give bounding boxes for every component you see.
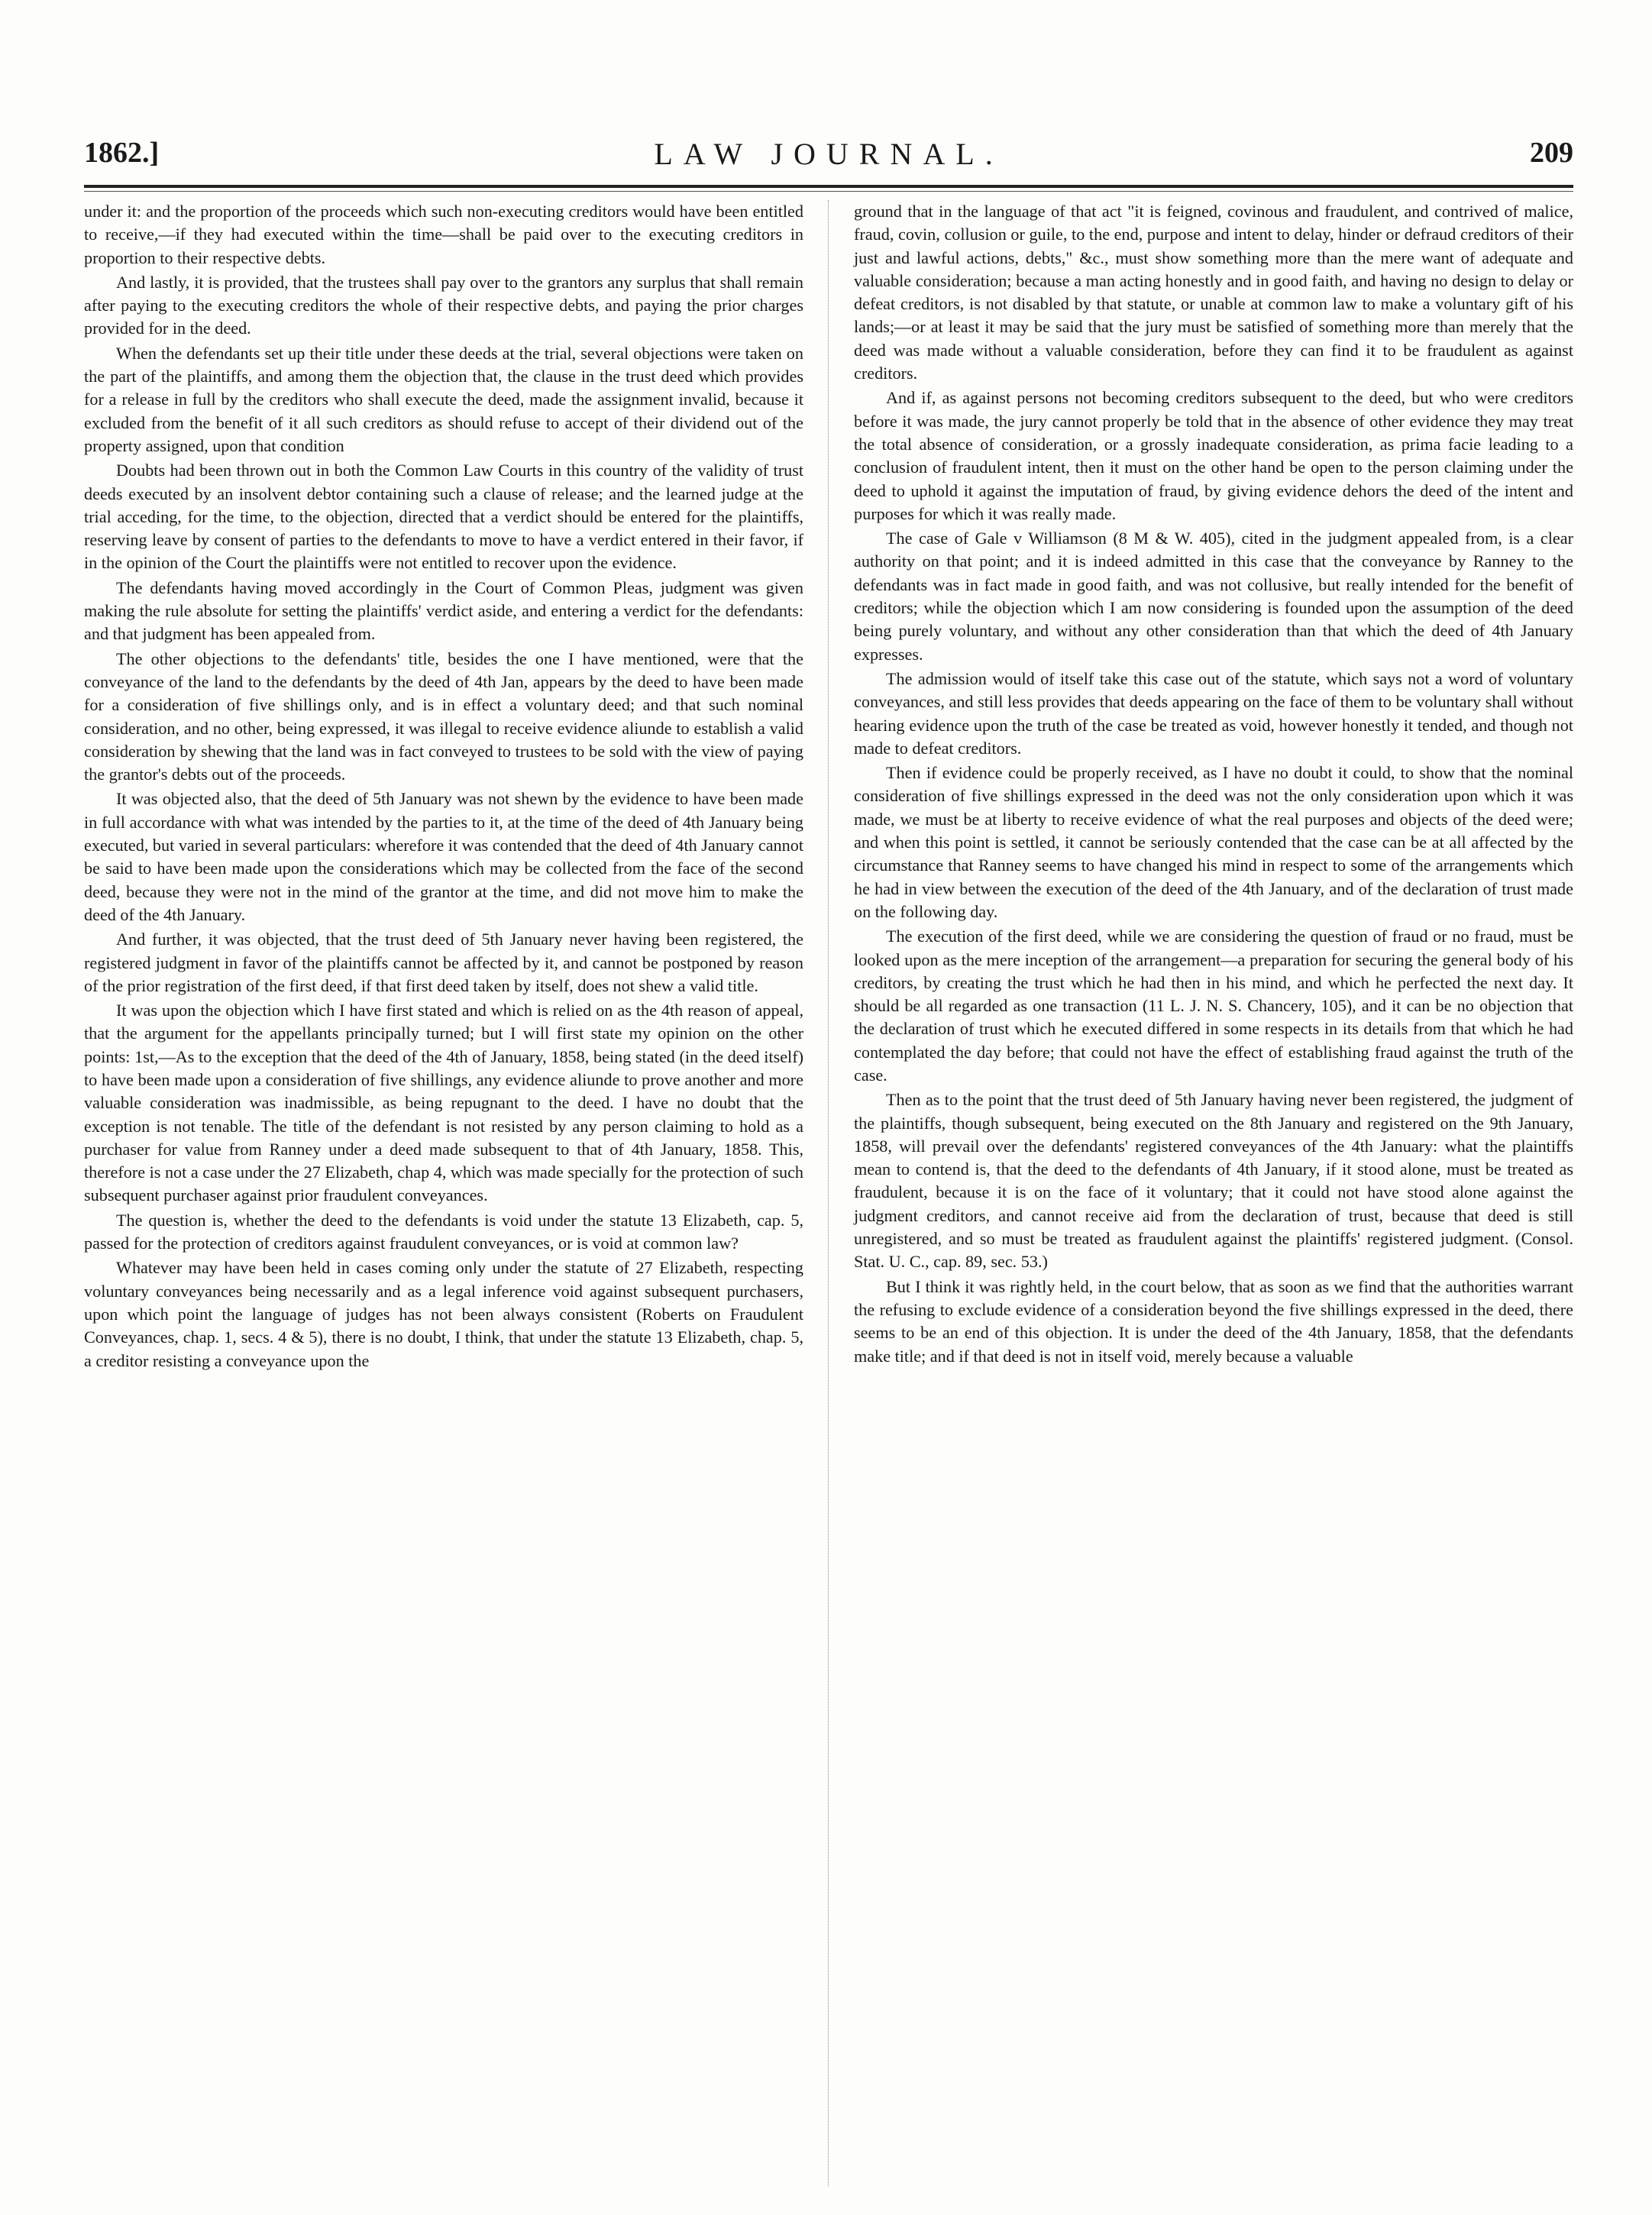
paragraph: Then if evidence could be properly received, as I have no doubt it could, to show that the nominal consideration of five shillings expressed in the deed was not the only consideration upon which it was made, we must be at liberty to receive evidence of what the real purposes and objects of the deed were; and when this point is settled, it cannot be seriously contended that the case can be at all affected by the circumstance that Ranney seems to have changed his mind in respect to some of the arrangements which he had in view between the execution of the deed of the 4th January, and of the declaration of trust made on the following day. [854,763,1573,921]
paragraph: The question is, whether the deed to the defendants is void under the statute 13 Elizabeth, cap. 5, passed for the protection of creditors against fraudulent conveyances, or is void at common law? [84,1210,803,1253]
paragraph: When the defendants set up their title under these deeds at the trial, several objections were taken on the part of the plaintiffs, and among them the objection that, the clause in the trust deed which provides for a release in full by the creditors who shall execute the deed, made the assignment invalid, because it excluded from the benefit of it all such creditors as should refuse to accept of their dividend out of the property assigned, upon that condition [84,343,803,455]
left-column [84,200,803,1374]
paragraph: The execution of the first deed, while we are considering the question of fraud or no fraud, must be looked upon as the mere inception of the arrangement—a preparation for securing the general body of his creditors, by creating the trust which he had then in his mind, and which he perfected the next day. It should be all regarded as one transaction (11 L. J. N. S. Chancery, 105), and it can be no objection that the declaration of trust which he executed differed in some respects in its details from that which he had contemplated the day before; that could not have the effect of establishing fraud against the truth of the case. [854,926,1573,1085]
paragraph: The other objections to the defendants' title, besides the one I have mentioned, were that the conveyance of the land to the defendants by the deed of 4th Jan, appears by the deed to have been made for a consideration of five shillings only, and is in effect a voluntary deed; and that such nominal consideration, and no other, being expressed, it was illegal to receive evidence aliunde to establish a valid consideration by shewing that the land was in fact conveyed to trustees to be sold with the view of paying the grantor's debts out of the proceeds. [84,648,803,784]
paragraph: The admission would of itself take this case out of the statute, which says not a word of voluntary conveyances, and still less provides that deeds appearing on the face of them to be voluntary shall without hearing evidence upon the truth of the case be treated as void, however honestly it tended, and though not made to defeat creditors. [854,668,1573,758]
right-column [854,200,1573,1369]
header-rule-thin [84,191,1573,192]
paragraph: And lastly, it is provided, that the trustees shall pay over to the grantors any surplus that shall remain after paying to the executing creditors the whole of their respective debts, and paying the prior charges provided for in the deed. [84,272,803,338]
paragraph: It was objected also, that the deed of 5th January was not shewn by the evidence to have been made in full accordance with what was intended by the parties to it, at the time of the deed of 4th January being executed, but varied in several particulars: wherefore it was contended that the deed of 4th January cannot be said to have been made upon the considerations which may be collected from the face of the second deed, because they were not in the mind of the grantor at the time, and did not move him to make the deed of the 4th January. [84,789,803,924]
paragraph: Doubts had been thrown out in both the Common Law Courts in this country of the validity of trust deeds executed by an insolvent debtor containing such a clause of release; and the learned judge at the trial acceding, for the time, to the objection, directed that a verdict should be entered for the plaintiffs, reserving leave by consent of parties to the defendants to move to have a verdict entered in their favor, if in the opinion of the Court the plaintiffs were not entitled to recover upon the evidence. [84,461,803,573]
paragraph: Whatever may have been held in cases coming only under the statute of 27 Elizabeth, respecting voluntary conveyances being necessarily and as a legal inference void against subsequent purchasers, upon which point the language of judges has not been always consistent (Roberts on Fraudulent Conveyances, chap. 1, secs. 4 & 5), there is no doubt, I think, that under the statute 13 Elizabeth, chap. 5, a creditor resisting a conveyance upon the [84,1258,803,1370]
paragraph: The case of Gale v Williamson (8 M & W. 405), cited in the judgment appealed from, is a clear authority on that point; and it is indeed admitted in this case that the conveyance by Ranney to the defendants was in fact made in good faith, and was not collusive, but really intended for the benefit of creditors; while the objection which I am now considering is founded upon the assumption of the deed being purely voluntary, and without any other consideration than that which the deed of 4th January expresses. [854,529,1573,664]
header-rule [84,185,1573,188]
page-header [84,136,1573,182]
paragraph: It was upon the objection which I have first stated and which is relied on as the 4th reason of appeal, that the argument for the appellants principally turned; but I will first state my opinion on the other points: 1st,—As to the exception that the deed of the 4th of January, 1858, being stated (in the deed itself) to have been made upon a consideration of five shillings, any evidence aliunde to prove another and more valuable consideration was inadmissible, as being repugnant to the deed. I have no doubt that the exception is not tenable. The title of the defendant is not resisted by any person claiming to hold as a purchaser for value from Ranney under a deed made subsequent to that of 4th January, 1858. This, therefore is not a case under the 27 Elizabeth, chap 4, which was made specially for the protection of such subsequent purchaser against prior fraudulent conveyances. [84,1001,804,1205]
page-number: 209 [1530,137,1573,169]
paragraph: under it: and the proportion of the proceeds which such non-executing creditors would have been entitled to receive,—if they had executed within the time—shall be paid over to the executing creditors in proportion to their respective debts. [84,202,803,267]
paragraph: The defendants having moved accordingly in the Court of Common Pleas, judgment was given making the rule absolute for setting the plaintiffs' verdict aside, and entering a verdict for the defendants: and that judgment has been appealed from. [84,577,803,644]
paragraph: And if, as against persons not becoming creditors subsequent to the deed, but who were creditors before it was made, the jury cannot properly be told that in the absence of other evidence they may treat the total absence of consideration, or a grossly inadequate consideration, as prima facie leading to a conclusion of fraudulent intent, then it must on the other hand be open to the person claiming under the deed to uphold it against the imputation of fraud, by giving evidence dehors the deed of the intent and purposes for which it was really made. [854,388,1573,523]
paragraph: But I think it was rightly held, in the court below, that as soon as we find that the authorities warrant the refusing to exclude evidence of a consideration beyond the five shillings expressed in the deed, there seems to be an end of this objection. It is under the deed of the 4th January, 1858, that the defendants make title; and if that deed is not in itself void, merely because a valuable [854,1276,1573,1366]
paragraph: Then as to the point that the trust deed of 5th January having never been registered, the judgment of the plaintiffs, though subsequent, being executed on the 8th January and registered on the 9th January, 1858, will prevail over the defendants' registered conveyances of the 4th January: what the plaintiffs mean to contend is, that the deed to the defendants of 4th January, if it stood alone, must be treated as fraudulent, because it is on the face of it voluntary; that it could not have stood alone against the judgment creditors, and cannot receive aid from the declaration of trust, because that deed is still unregistered, and so must be treated as fraudulent against the plaintiffs' registered judgment. (Consol. Stat. U. C., cap. 89, sec. 53.) [854,1090,1573,1272]
paragraph: And further, it was objected, that the trust deed of 5th January never having been registered, the registered judgment in favor of the plaintiffs cannot be affected by it, and cannot be postponed by reason of the prior registration of the first deed, if that first deed taken by itself, does not shew a valid title. [84,930,803,995]
paragraph: ground that in the language of that act "it is feigned, covinous and fraudulent, and contrived of malice, fraud, covin, collusion or guile, to the end, purpose and intent to delay, hinder or defraud creditors of their just and lawful actions, debts," &c., must show something more than the mere want of adequate and valuable consideration; because a man acting honestly and in good faith, and having no design to delay or defeat creditors, is not disabled by that statute, or unable at common law to make a voluntary gift of his lands;—or at least it may be said that the jury must be satisfied of something more than merely that the deed was made without a valuable consideration, before they can find it to be fraudulent as against creditors. [854,202,1573,383]
journal-title: LAW JOURNAL. [654,137,1004,171]
header-year: 1862.] [84,137,160,169]
column-divider [828,200,829,2186]
